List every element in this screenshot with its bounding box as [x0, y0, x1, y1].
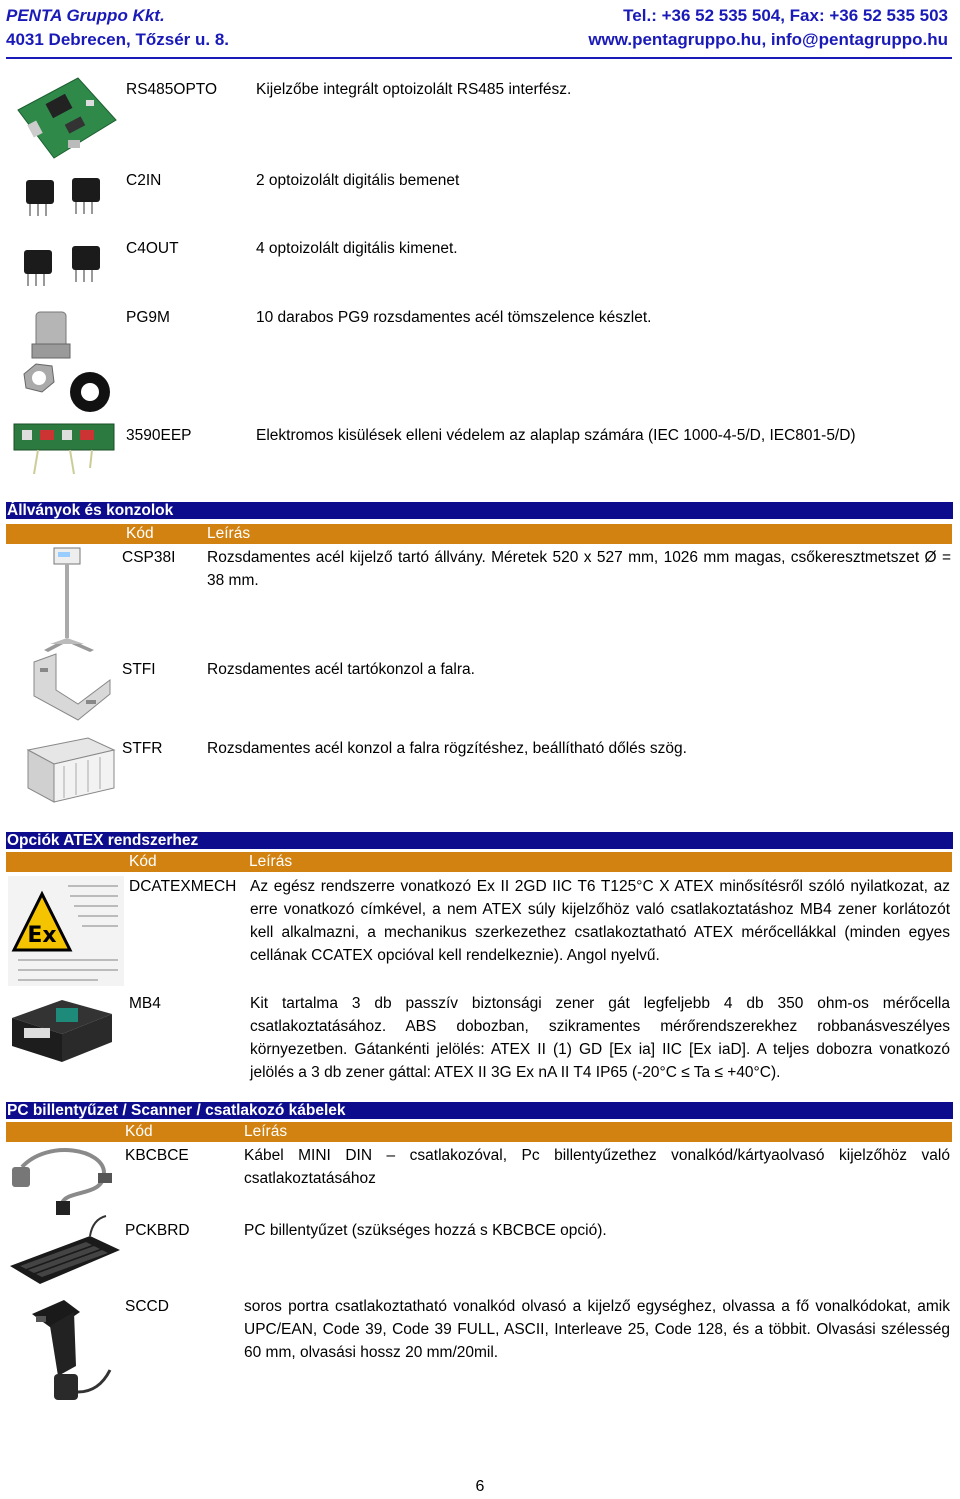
item-desc: Az egész rendszerre vonatkozó Ex II 2GD IIC T6 T125°C X ATEX minősítésről szóló nyilatkozat, az erre vonatkozó címkével, a nem ATEX súly kijelzőhöz való csatlakoztatáshoz MB4 zener korlátozót kell alkalmazni, a mechanikus szerkezethez csatlakoztatható ATEX mérőcellákkal (minden egyes cellának CCATEX opcióval kell rendelkeznie). Angol nyelvű.	[250, 878, 950, 964]
item-code: CSP38I	[122, 549, 176, 566]
item-desc: soros portra csatlakoztatható vonalkód olvasó a kijelző egységhez, olvassa a fő vonalkódokat, amik UPC/EAN, Code 39, Code 39 FULL, ASCII, Interleave 25, Code 128, és a többit. Olvasási szélesség 60 mm, olvasási hossz 20 mm/20mil.	[244, 1298, 950, 1361]
wall-bracket-icon	[26, 650, 118, 724]
item-code: C4OUT	[126, 240, 179, 257]
circuit-board-icon	[8, 70, 120, 166]
section-header: PC billentyűzet / Scanner / csatlakozó kábelek	[6, 1102, 953, 1119]
company-phone: Tel.: +36 52 535 504, Fax: +36 52 535 503	[623, 6, 948, 25]
company-address: 4031 Debrecen, Tőzsér u. 8.	[6, 30, 229, 49]
item-desc: Kit tartalma 3 db passzív biztonsági zener gát legfeljebb 4 db 350 ohm-os mérőcella csatlakoztatásához. ABS dobozban, szikramentes mérőrendszerekhez robbanásveszélyes környezetben. Gátankénti jelölés: ATEX II (1) GD [Ex ia] IIC [Ex iaD]. A teljes dobozra vonatkozó jelölés a 3 db zener gáttal: ATEX II 3G Ex nA II T4 IP65 (-20°C ≤ Ta ≤ +40°C).	[250, 995, 950, 1081]
ic-chip-icon	[8, 168, 112, 238]
item-desc: Rozsdamentes acél kijelző tartó állvány. Méretek 520 x 527 mm, 1026 mm magas, csőkeresztmetszet Ø = 38 mm.	[207, 549, 951, 589]
item-code: RS485OPTO	[126, 81, 218, 98]
tilt-bracket-icon	[18, 730, 120, 810]
atex-label-icon	[8, 876, 124, 986]
item-desc: Rozsdamentes acél tartókonzol a falra.	[207, 661, 475, 678]
page-number: 6	[475, 1478, 485, 1495]
pcb-strip-icon	[8, 416, 120, 482]
zener-box-icon	[8, 990, 124, 1066]
item-code: 3590EEP	[126, 427, 192, 444]
column-header-desc: Leírás	[244, 1123, 288, 1140]
column-header-code: Kód	[126, 525, 154, 542]
column-header-code: Kód	[129, 853, 157, 870]
company-web: www.pentagruppo.hu, info@pentagruppo.hu	[588, 30, 948, 49]
item-desc: 2 optoizolált digitális bemenet	[256, 172, 460, 189]
keyboard-icon	[6, 1214, 124, 1294]
column-header-desc: Leírás	[207, 525, 251, 542]
item-code: MB4	[129, 995, 161, 1012]
item-desc: 10 darabos PG9 rozsdamentes acél tömszelence készlet.	[256, 309, 652, 326]
cable-gland-icon	[14, 304, 118, 416]
item-desc: PC billentyűzet (szükséges hozzá s KBCBCE opció).	[244, 1222, 607, 1239]
svg-text:Ex: Ex	[27, 923, 57, 948]
item-desc: 4 optoizolált digitális kimenet.	[256, 240, 458, 257]
cable-icon	[8, 1145, 124, 1221]
item-code: PCKBRD	[125, 1222, 190, 1239]
item-desc: Kábel MINI DIN – csatlakozóval, Pc billentyűzethez vonalkód/kártyaolvasó kijelzőhöz való csatlakoztatásához	[244, 1147, 950, 1187]
item-desc: Kijelzőbe integrált optoizolált RS485 interfész.	[256, 81, 572, 98]
item-code: DCATEXMECH	[129, 878, 237, 895]
item-code: STFR	[122, 740, 163, 757]
barcode-scanner-icon	[24, 1296, 116, 1412]
item-code: KBCBCE	[125, 1147, 189, 1164]
item-code: PG9M	[126, 309, 170, 326]
section-header: Opciók ATEX rendszerhez	[6, 832, 953, 849]
item-desc: Rozsdamentes acél konzol a falra rögzítéshez, beállítható dőlés szög.	[207, 740, 687, 757]
section-header: Állványok és konzolok	[6, 502, 953, 519]
company-name: PENTA Gruppo Kkt.	[6, 6, 165, 25]
item-code: C2IN	[126, 172, 162, 189]
display-stand-icon	[40, 546, 110, 658]
item-desc: Elektromos kisülések elleni védelem az alaplap számára (IEC 1000-4-5/D, IEC801-5/D)	[256, 427, 856, 444]
column-header-desc: Leírás	[249, 853, 293, 870]
item-code: STFI	[122, 661, 156, 678]
header-rule	[6, 57, 952, 59]
item-code: SCCD	[125, 1298, 169, 1315]
column-header-code: Kód	[125, 1123, 153, 1140]
ic-chip-icon	[8, 236, 112, 306]
